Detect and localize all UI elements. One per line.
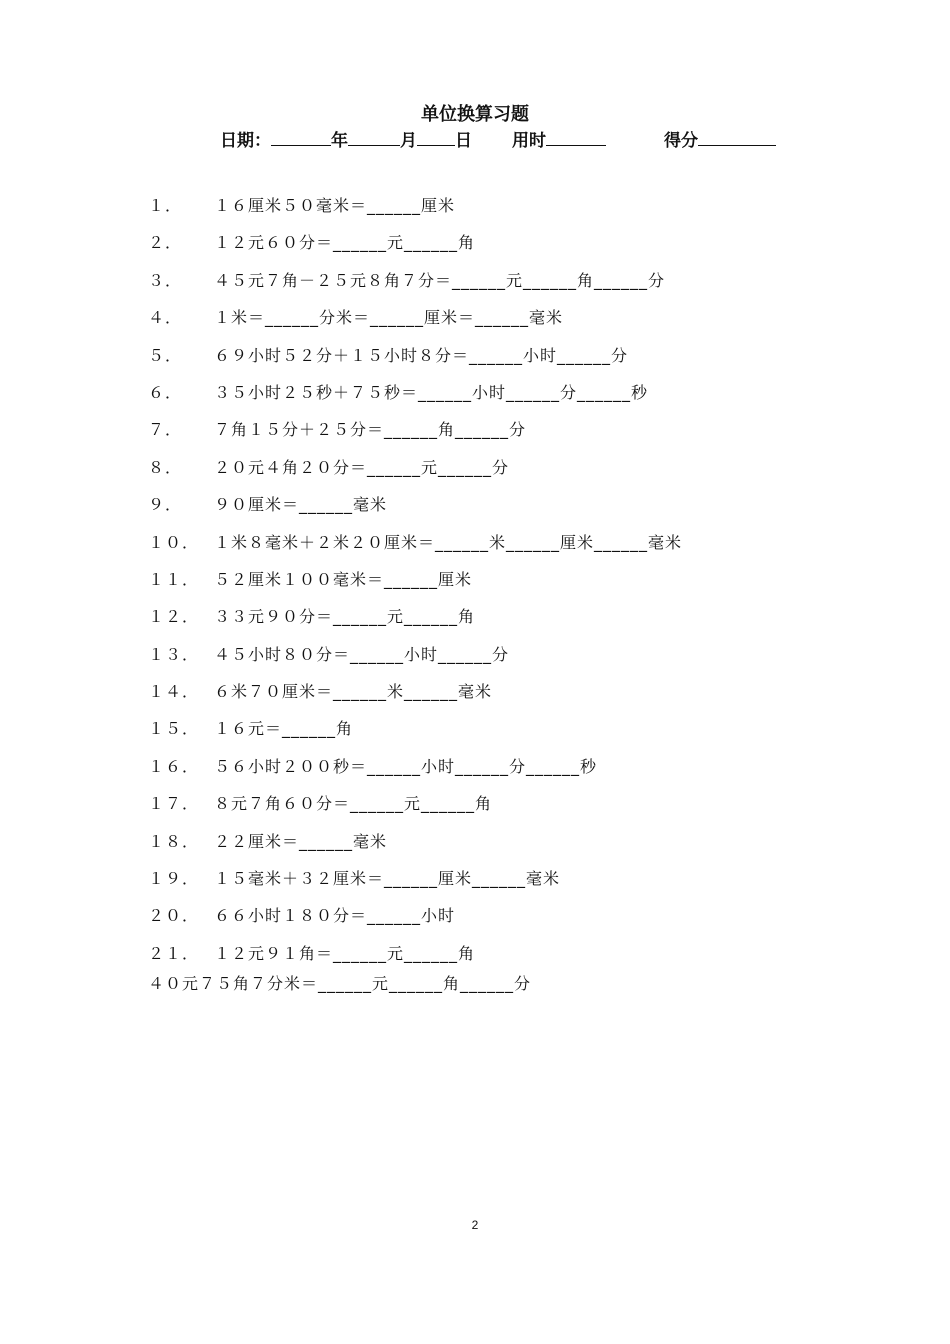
date-label: 日期： [220, 131, 271, 151]
problem-row [148, 567, 682, 604]
score-blank[interactable] [698, 128, 776, 146]
problem-row [148, 829, 682, 866]
problem-text: １２元６０分＝______元______角 [214, 233, 476, 253]
problem-number: ９． [148, 495, 183, 515]
problem-text: ８元７角６０分＝______元______角 [214, 794, 493, 814]
problem-list [148, 193, 682, 978]
problem-number: １９． [148, 869, 200, 889]
problem-text: １６厘米５０毫米＝______厘米 [214, 196, 456, 215]
page-number: 2 [471, 1218, 479, 1232]
problem-text: １米＝______分米＝______厘米＝______毫米 [214, 308, 564, 328]
problem-row [148, 305, 682, 342]
problem-text: ６６小时１８０分＝______小时 [214, 906, 456, 926]
problem-number: ３． [148, 270, 183, 290]
problem-row [148, 417, 682, 454]
problem-text: ２２厘米＝______毫米 [214, 831, 388, 851]
problem-text: １５毫米＋３２厘米＝______厘米______毫米 [214, 869, 561, 889]
problem-number: ５． [148, 345, 183, 365]
problem-text: １２元９１角＝______元______角 [214, 943, 476, 963]
problem-number: １８． [148, 831, 200, 851]
day-label: 日 [455, 131, 472, 151]
worksheet-title: 单位换算习题 [421, 104, 529, 125]
problem-row [148, 268, 682, 305]
problem-number: ２． [148, 233, 183, 253]
problem-row [148, 642, 682, 679]
problem-number: １６． [148, 756, 200, 776]
problem-text: ３５小时２５秒＋７５秒＝______小时______分______秒 [214, 382, 649, 402]
problem-number: ４． [148, 308, 183, 328]
problem-number: １４． [148, 682, 200, 702]
problem-number: １５． [148, 719, 200, 739]
month-label: 月 [400, 131, 417, 151]
time-used-blank[interactable] [546, 128, 606, 146]
worksheet-header [220, 126, 776, 151]
problem-row [148, 754, 682, 791]
problem-row [148, 380, 682, 417]
problem-row [148, 679, 682, 716]
problem-row [148, 791, 682, 828]
month-blank[interactable] [348, 128, 400, 146]
problem-row [148, 604, 682, 641]
problem-row [148, 903, 682, 940]
problem-row [148, 716, 682, 753]
score-label: 得分 [664, 131, 698, 151]
problem-row [148, 530, 682, 567]
problem-text: ６９小时５２分＋１５小时８分＝______小时______分 [214, 345, 629, 365]
problem-number: ６． [148, 382, 183, 402]
problem-number: １０． [148, 532, 200, 552]
problem-number: ２０． [148, 906, 200, 926]
problem-text: ５６小时２００秒＝______小时______分______秒 [214, 756, 598, 776]
problem-number: １７． [148, 794, 200, 814]
problem-row [148, 193, 682, 230]
problem-text: ３３元９０分＝______元______角 [214, 607, 476, 627]
day-blank[interactable] [417, 128, 455, 146]
problem-number: ８． [148, 457, 183, 477]
problem-text: ２０元４角２０分＝______元______分 [214, 457, 510, 477]
problem-text: １６元＝______角 [214, 719, 354, 739]
problem-number: １２． [148, 607, 200, 627]
problem-number: １１． [148, 569, 200, 589]
problem-number: １３． [148, 644, 200, 664]
time-used-label: 用时 [512, 131, 546, 151]
problem-text: ４５小时８０分＝______小时______分 [214, 644, 510, 664]
problem-row [148, 866, 682, 903]
problem-number: ２１． [148, 943, 200, 963]
problem-text: ６米７０厘米＝______米______毫米 [214, 682, 493, 702]
problem-text: ７角１５分＋２５分＝______角______分 [214, 420, 527, 440]
problem-text: ９０厘米＝______毫米 [214, 495, 388, 515]
problem-text: ４５元７角－２５元８角７分＝______元______角______分 [214, 270, 666, 290]
problem-number: １． [148, 196, 183, 215]
problem-number: ７． [148, 420, 183, 440]
year-blank[interactable] [271, 128, 331, 146]
year-label: 年 [331, 131, 348, 151]
problem-text: １米８毫米＋２米２０厘米＝______米______厘米______毫米 [214, 532, 683, 552]
problem-row [148, 343, 682, 380]
extra-problem: ４０元７５角７分米＝______元______角______分 [148, 974, 532, 993]
problem-row [148, 230, 682, 267]
problem-row [148, 455, 682, 492]
problem-text: ５２厘米１００毫米＝______厘米 [214, 569, 473, 589]
problem-row [148, 492, 682, 529]
